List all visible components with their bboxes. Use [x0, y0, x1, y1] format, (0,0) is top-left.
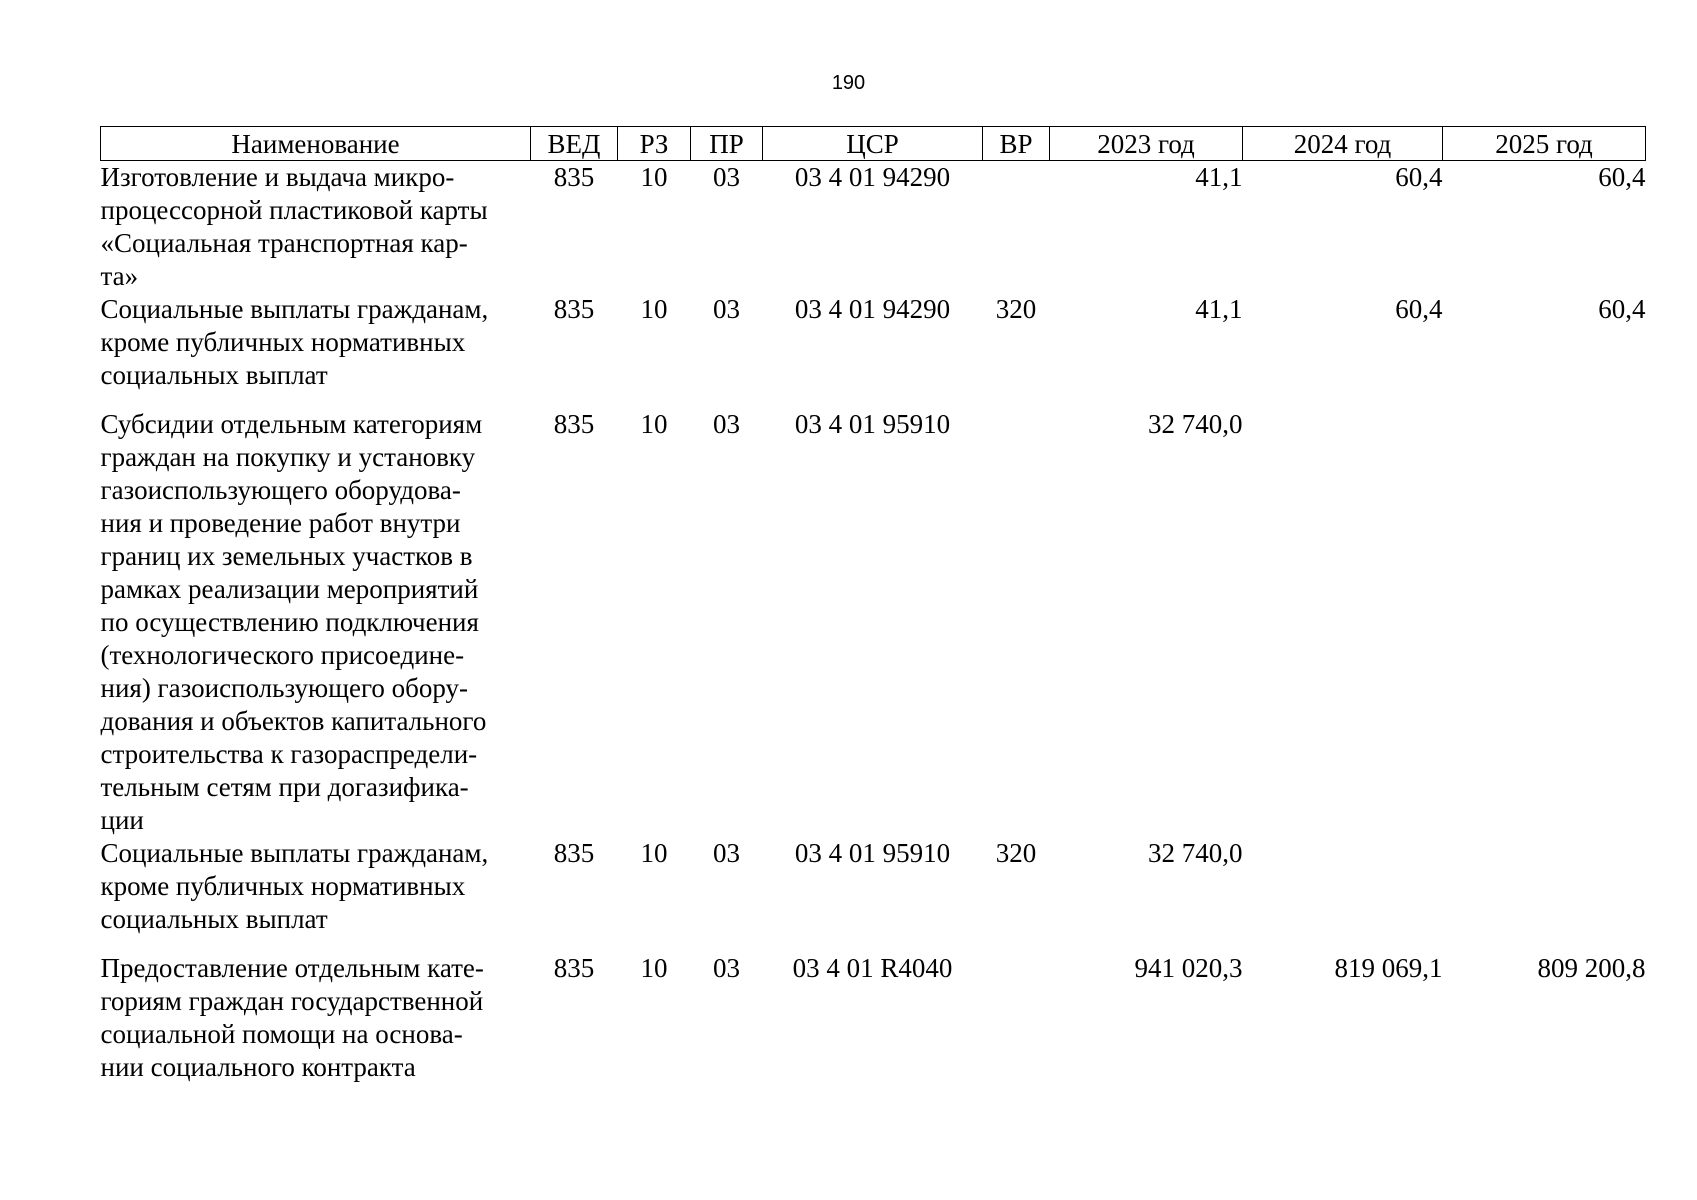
row-2024 [1243, 837, 1443, 952]
row-name: Изготовление и выдача микро- процессорной пластиковой карты «Социальная транспортная кар- та» [100, 162, 488, 291]
row-2023: 32 740,0 [1148, 409, 1243, 439]
row-2025 [1443, 837, 1646, 952]
row-pr: 03 [713, 953, 740, 983]
row-csr: 03 4 01 94290 [794, 294, 951, 324]
row-pr: 03 [713, 162, 740, 192]
table-row [101, 837, 1646, 952]
header-pr: ПР [691, 127, 763, 161]
row-vr: 320 [995, 294, 1037, 324]
row-vr [983, 161, 1050, 294]
header-2024: 2024 год [1243, 127, 1443, 161]
page-number: 190 [831, 72, 866, 94]
header-row [101, 127, 1646, 161]
row-name: Предоставление отдельным кате- гориям граждан государственной социальной помощи на основа- нии социального контракта [100, 953, 484, 1082]
row-csr: 03 4 01 94290 [794, 162, 951, 192]
row-ved: 835 [553, 409, 595, 439]
row-pr: 03 [713, 294, 740, 324]
row-2025: 60,4 [1598, 294, 1646, 324]
row-2025 [1443, 408, 1646, 837]
row-pr: 03 [713, 838, 740, 868]
header-2023: 2023 год [1050, 127, 1243, 161]
row-2023: 32 740,0 [1148, 838, 1243, 868]
header-2025: 2025 год [1443, 127, 1646, 161]
row-ved: 835 [553, 953, 595, 983]
row-2025: 809 200,8 [1537, 953, 1646, 983]
table-row [101, 293, 1646, 408]
row-vr [983, 408, 1050, 837]
row-2023: 41,1 [1195, 294, 1243, 324]
table-row [101, 161, 1646, 294]
row-vr [983, 952, 1050, 1084]
row-2023: 941 020,3 [1134, 953, 1243, 983]
row-name: Субсидии отдельным категориям граждан на покупку и установку газоиспользующего оборудова- ния и проведение работ внутри границ их земельных участков в рамках реализации мероприятий по осуществлению подключения (технологического присоедине- ния) газоиспользующего обору- дования и объектов капитального строительства к газораспредели- тельным сетям при догазифика- ции [100, 409, 487, 835]
row-2023: 41,1 [1195, 162, 1243, 192]
row-ved: 835 [553, 162, 595, 192]
row-vr: 320 [995, 838, 1037, 868]
row-pr: 03 [713, 409, 740, 439]
row-rz: 10 [640, 162, 668, 192]
row-csr: 03 4 01 R4040 [792, 953, 953, 983]
row-2024: 60,4 [1395, 294, 1443, 324]
budget-table [100, 126, 1646, 1084]
table-row [101, 952, 1646, 1084]
row-ved: 835 [553, 294, 595, 324]
row-rz: 10 [640, 409, 668, 439]
row-2024 [1243, 408, 1443, 837]
row-2024: 60,4 [1395, 162, 1443, 192]
row-rz: 10 [640, 953, 668, 983]
row-csr: 03 4 01 95910 [794, 838, 951, 868]
row-ved: 835 [553, 838, 595, 868]
header-rz: РЗ [618, 127, 691, 161]
row-name: Социальные выплаты гражданам, кроме публичных нормативных социальных выплат [100, 294, 489, 390]
table-row [101, 408, 1646, 837]
header-vr: ВР [983, 127, 1050, 161]
row-csr: 03 4 01 95910 [794, 409, 951, 439]
header-csr: ЦСР [763, 127, 983, 161]
row-rz: 10 [640, 294, 668, 324]
header-ved: ВЕД [531, 127, 618, 161]
row-2024: 819 069,1 [1334, 953, 1443, 983]
header-name: Наименование [101, 127, 531, 161]
row-name: Социальные выплаты гражданам, кроме публичных нормативных социальных выплат [100, 838, 489, 934]
row-rz: 10 [640, 838, 668, 868]
row-2025: 60,4 [1598, 162, 1646, 192]
